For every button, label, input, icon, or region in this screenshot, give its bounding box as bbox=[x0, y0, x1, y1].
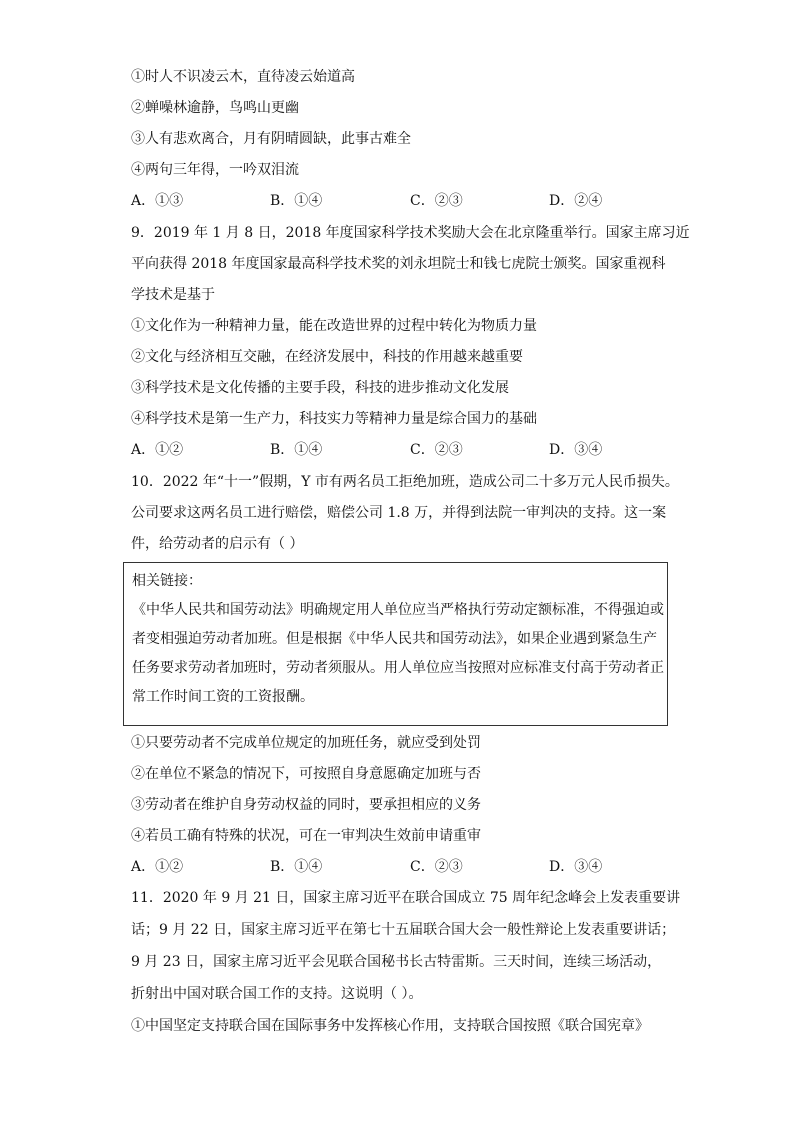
q11-stem-line-3: 9 月 23 日，国家主席习近平会见联合国秘书长古特雷斯。三天时间，连续三场活动， bbox=[131, 954, 662, 970]
q9-stem-line-1: 9．2019 年 1 月 8 日，2018 年度国家科学技术奖励大会在北京隆重举行。国家主席习近 bbox=[131, 225, 690, 241]
q11-stem-line-2: 话；9 月 22 日，国家主席习近平在第七十五届联合国大会一般性辩论上发表重要讲话； bbox=[131, 922, 676, 938]
q10-option-a: A．①② bbox=[131, 859, 184, 875]
q9-options bbox=[131, 440, 651, 460]
q11-item-1: ①中国坚定支持联合国在国际事务中发挥核心作用，支持联合国按照《联合国宪章》 bbox=[131, 1018, 649, 1034]
related-link-line-4: 常工作时间工资的工资报酬。 bbox=[132, 689, 314, 705]
q11-stem-line-4: 折射出中国对联合国工作的支持。这说明（ ）。 bbox=[131, 986, 423, 1002]
q8-option-b: B．①④ bbox=[270, 193, 323, 209]
q10-item-4: ④若员工确有特殊的状况，可在一审判决生效前申请重审 bbox=[131, 828, 481, 844]
related-link-line-1: 《中华人民共和国劳动法》明确规定用人单位应当严格执行劳动定额标准，不得强迫或 bbox=[132, 602, 664, 618]
q9-option-b: B．①④ bbox=[270, 442, 323, 458]
q9-option-d: D．③④ bbox=[549, 442, 603, 458]
q9-option-a: A．①② bbox=[131, 442, 184, 458]
q10-item-1: ①只要劳动者不完成单位规定的加班任务，就应受到处罚 bbox=[131, 735, 481, 751]
q8-item-4: ④两句三年得，一吟双泪流 bbox=[131, 162, 299, 178]
q10-item-3: ③劳动者在维护自身劳动权益的同时，要承担相应的义务 bbox=[131, 797, 481, 813]
related-link-line-2: 者变相强迫劳动者加班。但是根据《中华人民共和国劳动法》，如果企业遇到紧急生产 bbox=[132, 631, 657, 647]
q11-stem-line-1: 11．2020 年 9 月 21 日，国家主席习近平在联合国成立 75 周年纪念峰会上发表重要讲 bbox=[131, 890, 681, 906]
q9-item-1: ①文化作为一种精神力量，能在改造世界的过程中转化为物质力量 bbox=[131, 318, 537, 334]
q10-option-b: B．①④ bbox=[270, 859, 323, 875]
q8-option-a: A．①③ bbox=[131, 193, 184, 209]
q8-item-2: ②蝉噪林逾静，鸟鸣山更幽 bbox=[131, 100, 299, 116]
related-link-box bbox=[123, 562, 668, 726]
q9-item-4: ④科学技术是第一生产力，科技实力等精神力量是综合国力的基础 bbox=[131, 411, 537, 427]
q10-options bbox=[131, 857, 651, 877]
q8-option-c: C．②③ bbox=[410, 193, 463, 209]
q8-item-3: ③人有悲欢离合，月有阴晴圆缺，此事古难全 bbox=[131, 131, 411, 147]
q8-item-1: ①时人不识凌云木，直待凌云始道高 bbox=[131, 69, 355, 85]
q9-option-c: C．②③ bbox=[410, 442, 463, 458]
related-link-title: 相关链接： bbox=[132, 573, 202, 589]
q9-stem-line-2: 平向获得 2018 年度国家最高科学技术奖的刘永坦院士和钱七虎院士颁奖。国家重视科 bbox=[131, 256, 666, 272]
q10-stem-line-3: 件，给劳动者的启示有（ ） bbox=[131, 536, 304, 552]
q9-stem-line-3: 学技术是基于 bbox=[131, 287, 215, 303]
q10-option-d: D．③④ bbox=[549, 859, 603, 875]
q9-item-3: ③科学技术是文化传播的主要手段，科技的进步推动文化发展 bbox=[131, 380, 509, 396]
related-link-line-3: 任务要求劳动者加班时，劳动者须服从。用人单位应当按照对应标准支付高于劳动者正 bbox=[132, 660, 664, 676]
q10-item-2: ②在单位不紧急的情况下，可按照自身意愿确定加班与否 bbox=[131, 766, 481, 782]
q10-stem-line-1: 10．2022 年“十一”假期，Y 市有两名员工拒绝加班，造成公司二十多万元人民币损失。 bbox=[131, 474, 679, 490]
q10-option-c: C．②③ bbox=[410, 859, 463, 875]
q8-options bbox=[131, 191, 651, 211]
q10-stem-line-2: 公司要求这两名员工进行赔偿，赔偿公司 1.8 万，并得到法院一审判决的支持。这一案 bbox=[131, 505, 667, 521]
q8-option-d: D．②④ bbox=[549, 193, 603, 209]
q9-item-2: ②文化与经济相互交融，在经济发展中，科技的作用越来越重要 bbox=[131, 349, 523, 365]
